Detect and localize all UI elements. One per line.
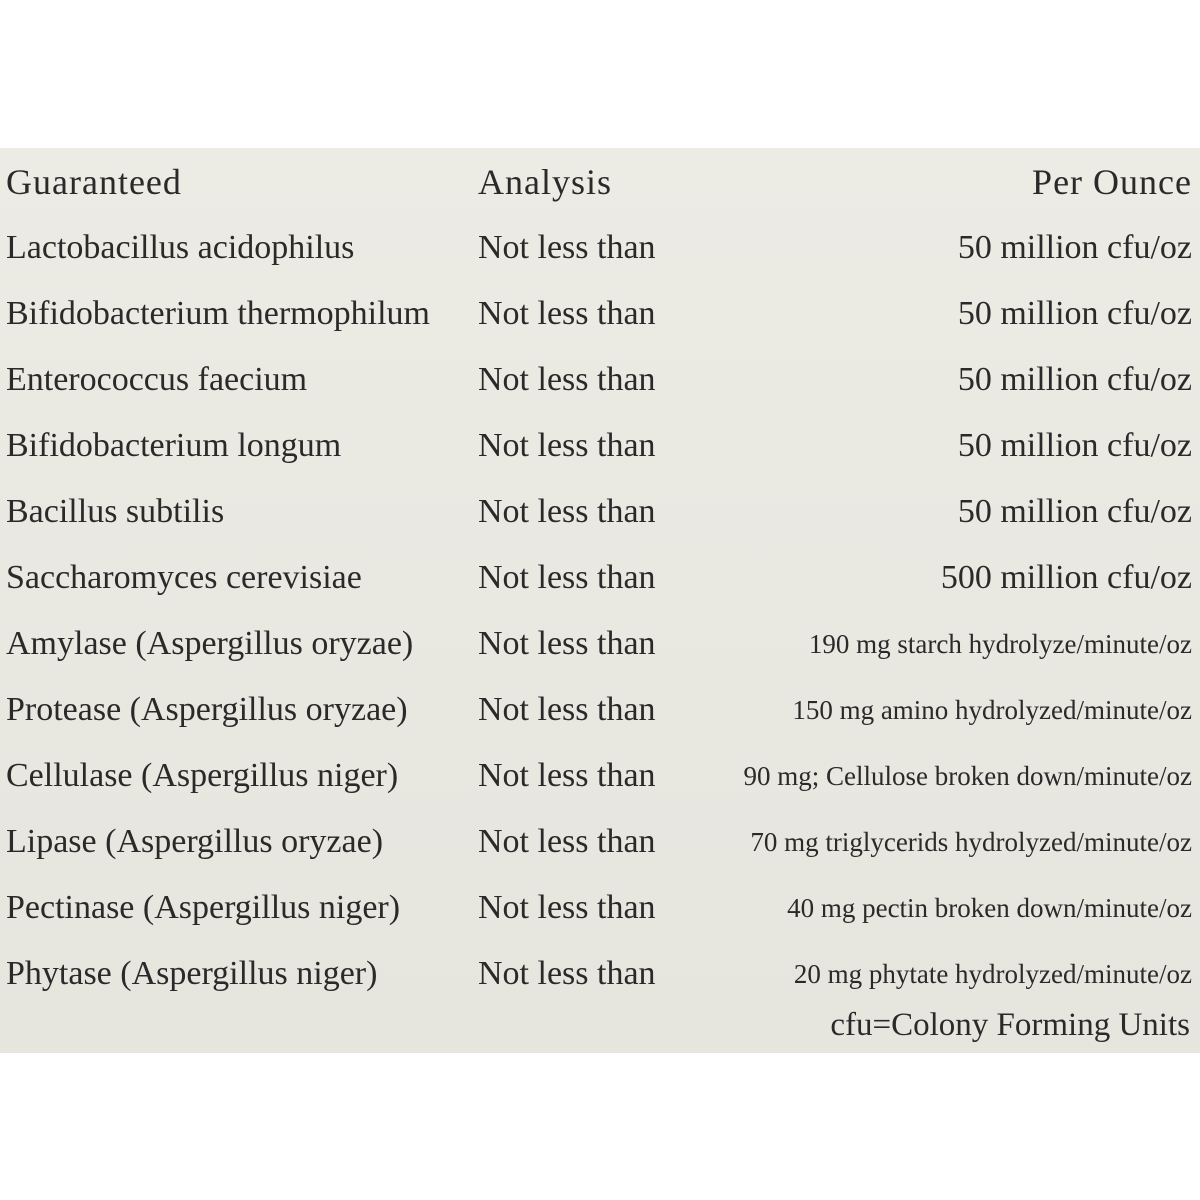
ingredient-name: Lipase (Aspergillus oryzae)	[6, 823, 384, 860]
table-row	[0, 284, 1200, 344]
analysis-text: Not less than	[478, 691, 656, 728]
analysis-text: Not less than	[478, 757, 656, 794]
table-row	[0, 878, 1200, 938]
table-row	[0, 812, 1200, 872]
ingredient-name: Bifidobacterium longum	[6, 427, 342, 464]
ingredient-name: Protease (Aspergillus oryzae)	[6, 691, 408, 728]
ingredient-name: Lactobacillus acidophilus	[6, 229, 355, 266]
per-ounce-value: 70 mg triglycerids hydrolyzed/minute/oz	[750, 827, 1192, 857]
analysis-text: Not less than	[478, 889, 656, 926]
analysis-text: Not less than	[478, 625, 656, 662]
per-ounce-value: 50 million cfu/oz	[957, 295, 1192, 332]
per-ounce-value: 50 million cfu/oz	[957, 427, 1192, 464]
per-ounce-value: 50 million cfu/oz	[957, 361, 1192, 398]
per-ounce-value: 50 million cfu/oz	[957, 493, 1192, 530]
table-header-row	[0, 152, 1200, 212]
table-row	[0, 350, 1200, 410]
per-ounce-value: 20 mg phytate hydrolyzed/minute/oz	[793, 959, 1192, 989]
per-ounce-value: 500 million cfu/oz	[940, 559, 1192, 596]
ingredient-name: Bacillus subtilis	[6, 493, 225, 530]
analysis-text: Not less than	[478, 493, 656, 530]
per-ounce-value: 40 mg pectin broken down/minute/oz	[787, 893, 1192, 923]
table-row	[0, 218, 1200, 278]
ingredient-name: Enterococcus faecium	[6, 361, 308, 398]
ingredient-name: Pectinase (Aspergillus niger)	[6, 889, 401, 926]
per-ounce-value: 150 mg amino hydrolyzed/minute/oz	[792, 695, 1192, 725]
ingredient-name: Saccharomyces cerevisiae	[6, 559, 362, 596]
table-row	[0, 482, 1200, 542]
ingredient-name: Amylase (Aspergillus oryzae)	[6, 625, 414, 662]
analysis-text: Not less than	[478, 823, 656, 860]
header-guaranteed: Guaranteed	[6, 162, 182, 202]
header-per-ounce: Per Ounce	[1032, 162, 1192, 202]
table-row	[0, 680, 1200, 740]
analysis-text: Not less than	[478, 361, 656, 398]
analysis-text: Not less than	[478, 295, 656, 332]
table-row	[0, 548, 1200, 608]
ingredient-name: Bifidobacterium thermophilum	[6, 295, 430, 332]
per-ounce-value: 90 mg; Cellulose broken down/minute/oz	[743, 761, 1192, 791]
table-row	[0, 614, 1200, 674]
ingredient-name: Phytase (Aspergillus niger)	[6, 955, 378, 992]
per-ounce-value: 50 million cfu/oz	[957, 229, 1192, 266]
analysis-text: Not less than	[478, 427, 656, 464]
analysis-text: Not less than	[478, 229, 656, 266]
table-row	[0, 746, 1200, 806]
analysis-text: Not less than	[478, 955, 656, 992]
ingredient-name: Cellulase (Aspergillus niger)	[6, 757, 399, 794]
header-analysis: Analysis	[478, 162, 612, 202]
footnote-cfu-definition: cfu=Colony Forming Units	[830, 1007, 1190, 1043]
table-row	[0, 944, 1200, 1004]
analysis-text: Not less than	[478, 559, 656, 596]
table-row	[0, 416, 1200, 476]
guaranteed-analysis-label	[0, 148, 1200, 1053]
per-ounce-value: 190 mg starch hydrolyze/minute/oz	[808, 629, 1192, 659]
